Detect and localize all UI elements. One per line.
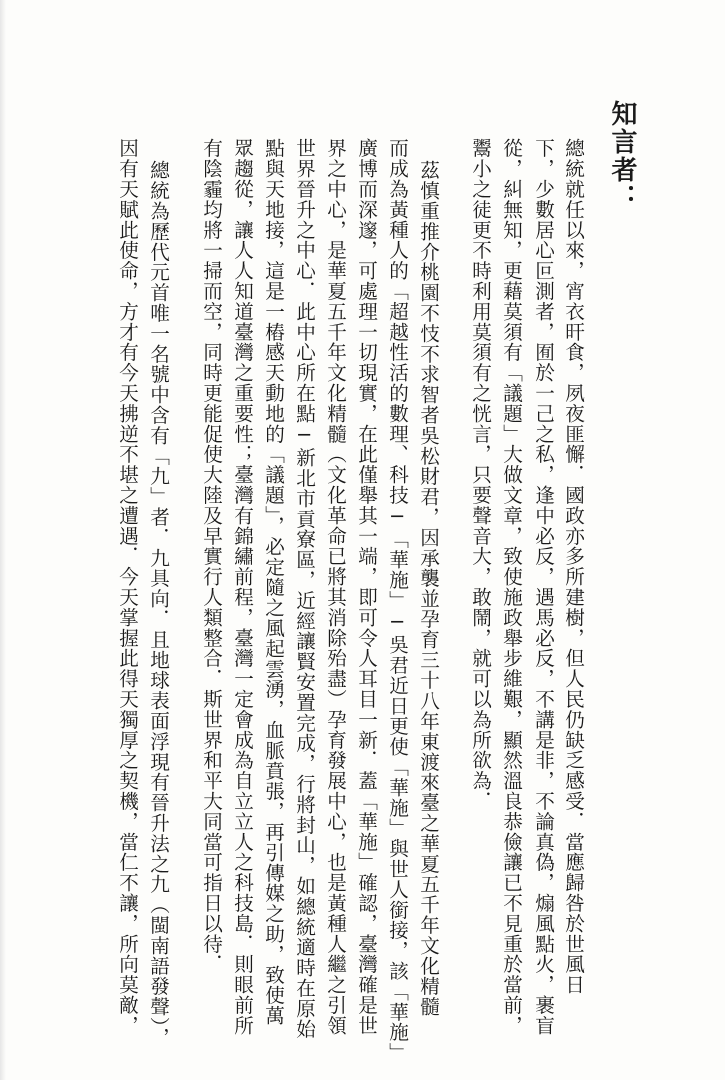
- text-column: 下，少數居心叵測者，囿於一己之私，逢中必反，遇馬必反，不講是非，不論真偽，煽風點火，裹盲: [531, 138, 555, 1036]
- text-column: 廣博而深邃，可處理一切現實，在此僅舉其一端，即可令人耳目一新．蓋「華施」確認，臺灣確是世: [354, 138, 378, 1036]
- text-column: 總統就任以來，宵衣旰食，夙夜匪懈．國政亦多所建樹，但人民仍缺乏感受．當應歸咎於世風日: [561, 138, 585, 995]
- text-column: 點與天地接，這是一樁感天動地的「議題」，必定隨之風起雲湧，血脈賁張，再引傳媒之助，致使萬: [261, 138, 285, 1026]
- text-column: 眾趨從，讓人人知道臺灣之重要性；臺灣有錦繡前程，臺灣一定會成為自立立人之科技島．則眼前所: [230, 138, 254, 1036]
- text-column: 世界晉升之中心．此中心所在點─新北市貢寮區，近經讓賢安置完成，行將封山，如總統適時在原始: [292, 138, 316, 1039]
- text-column: 鬻小之徒更不時利用莫須有之恍言，只要聲音大，敢鬧，就可以為所欲為．: [468, 138, 492, 812]
- text-column: 茲慎重推介桃園不忮不求智者吳松財君，因承襲並孕育三十八年東渡來臺之華夏五千年文化精髓: [416, 160, 440, 1017]
- text-column: 界之中心，是華夏五千年文化精髓（文化革命已將其消除殆盡）孕育發展中心，也是黃種人繼之引領: [323, 138, 347, 1036]
- text-column: 總統為歷代元首唯一名號中含有「九」者．九具向．且地球表面浮現有晉升法之九（閩南語發聲），: [146, 160, 170, 1048]
- page-edge-shadow: [0, 0, 6, 1080]
- text-column: 從，糾無知，更藉莫須有「議題」大做文章，致使施政舉步維艱，顯然溫良恭儉讓已不見重於當前，: [499, 138, 523, 1036]
- section-heading: 知言者：: [607, 100, 637, 212]
- text-column: 有陰霾均將一掃而空，同時更能促使大陸及早實行人類整合．斯世界和平大同當可指日以待．: [199, 138, 223, 975]
- text-column: 因有天賦此使命，方才有今天拂逆不堪之遭遇．今天掌握此得天獨厚之契機，當仁不讓，所向莫敵，: [115, 138, 139, 1036]
- text-column: 而成為黃種人的「超越性活的數理、科技─「華施」─吳君近日更使「華施」與世人銜接，該「華施」: [385, 138, 409, 1063]
